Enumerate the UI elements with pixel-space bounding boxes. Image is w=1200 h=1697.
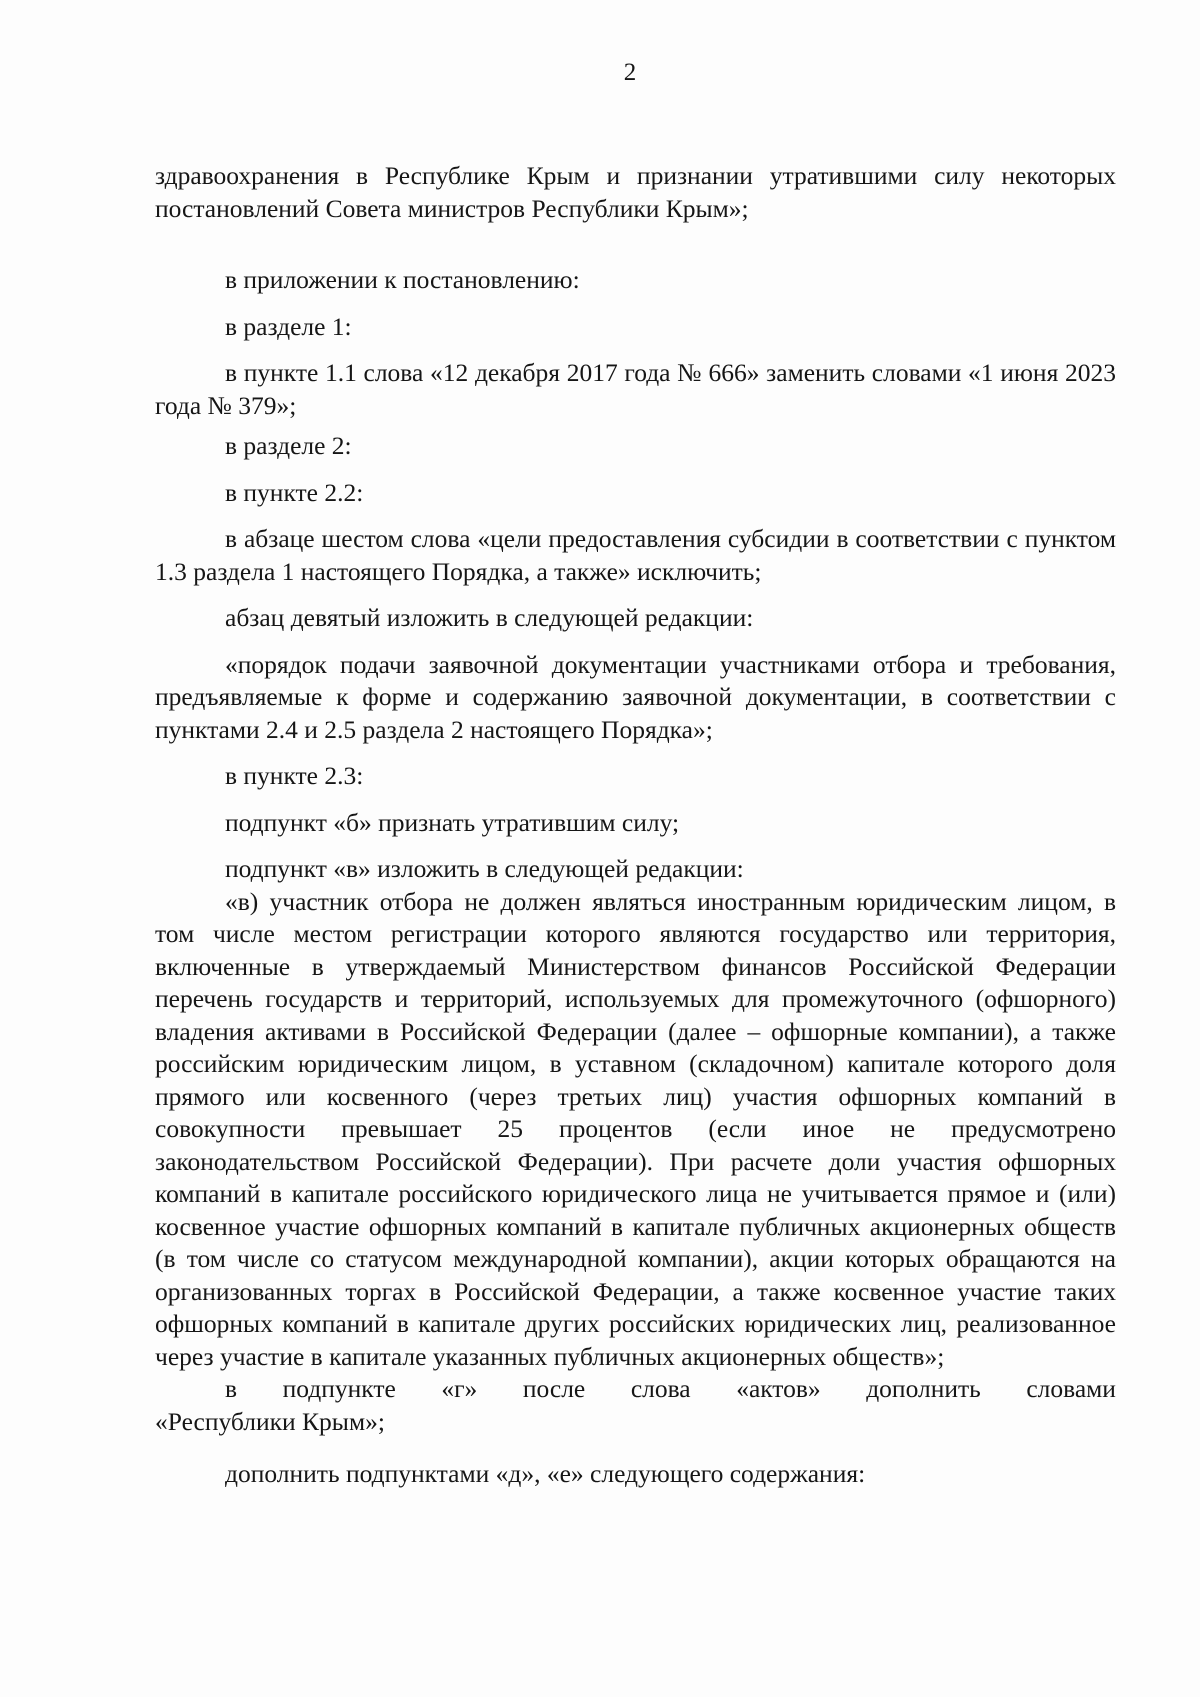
paragraph-subclause-v-text: «в) участник отбора не должен являться иностранным юридическим лицом, в том числе местом регистрации которого являются государство или территория, включенные в утверждаемый Министерством финансов Российской Федерации перечень государств и территорий, используемых для промежуточного (офшорного) владения активами в Российской Федерации (далее – офшорные компании), а также российским юридическим лицом, в уставном (складочном) капитале которого доля прямого или косвенного (через третьих лиц) участия офшорных компаний в совокупности превышает 25 процентов (если иное не предусмотрено законодательством Российской Федерации). При расчете доли участия офшорных компаний в капитале российского юридического лица не учитывается прямое и (или) косвенное участие офшорных компаний в капитале публичных акционерных обществ (в том числе со статусом международной компании), акции которых обращаются на организованных торгах в Российской Федерации, а также косвенное участие таких офшорных компаний в капитале других российских юридических лиц, реализованное через участие в капитале указанных публичных акционерных обществ»; — [155, 886, 1116, 1371]
page-number: 2 — [623, 59, 637, 86]
paragraph-continuation: здравоохранения в Республике Крым и признании утратившими силу некоторых постановлений Совета министров Республики Крым»; — [155, 161, 1116, 223]
paragraph-subclause-v: подпункт «в» изложить в следующей редакции: — [225, 854, 744, 883]
document-body — [155, 160, 1116, 1491]
paragraph-clause-2-3: в пункте 2.3: — [225, 761, 364, 790]
paragraph-subclause-b: подпункт «б» признать утратившим силу; — [225, 807, 680, 837]
paragraph-ninth-abzac: абзац девятый изложить в следующей редакции: — [225, 603, 754, 632]
paragraph-sixth-abzac: в абзаце шестом слова «цели предоставления субсидии в соответствии с пунктом 1.3 раздела 1 настоящего Порядка, а также» исключить; — [155, 524, 1116, 586]
paragraph-section-2: в разделе 2: — [225, 431, 352, 460]
paragraph-annex: в приложении к постановлению: — [225, 265, 580, 294]
paragraph-clause-2-2: в пункте 2.2: — [225, 477, 364, 507]
paragraph-section-1: в разделе 1: — [225, 311, 352, 341]
paragraph-quoted-procedure: «порядок подачи заявочной документации участниками отбора и требования, предъявляемые к форме и содержанию заявочной документации, в соответствии с пунктами 2.4 и 2.5 раздела 2 настоящего Порядка»; — [155, 649, 1116, 744]
paragraph-add-subclauses: дополнить подпунктами «д», «е» следующего содержания: — [225, 1459, 866, 1488]
subclause-g-line-2: «Республики Крым»; — [155, 1406, 385, 1436]
paragraph-subclause-g: в подпункте «г» после слова «актов» дополнить словами — [225, 1374, 1116, 1403]
paragraph-clause-1-1: в пункте 1.1 слова «12 декабря 2017 года № 666» заменить словами «1 июня 2023 года № 379»; — [155, 358, 1116, 420]
